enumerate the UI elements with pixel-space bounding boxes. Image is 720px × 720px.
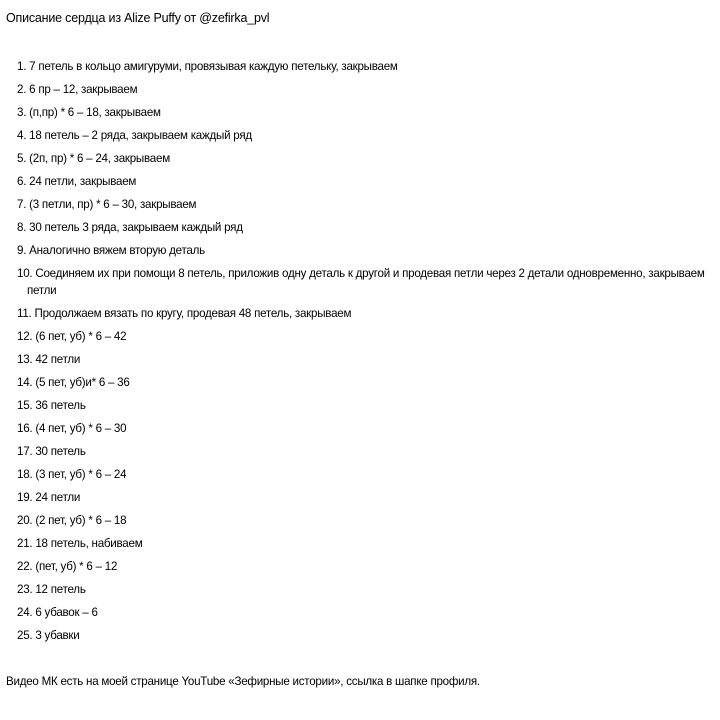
step-text: Аналогично вяжем вторую деталь [29, 244, 205, 257]
step-content [17, 629, 80, 642]
step-item [0, 466, 720, 483]
step-text: (4 пет, уб) * 6 – 30 [35, 422, 127, 435]
step-content [17, 330, 126, 343]
step-number: 15. [17, 399, 33, 412]
step-item [0, 558, 720, 575]
step-content [17, 468, 126, 481]
step-text: 3 убавки [35, 629, 80, 642]
step-number: 4. [17, 129, 27, 142]
step-item [0, 627, 720, 644]
step-text: 24 петли, закрываем [29, 175, 137, 188]
step-number: 10. [17, 267, 33, 280]
document-title: Описание сердца из Alize Puffy от @zefirka_pvl [6, 11, 270, 25]
step-number: 22. [17, 560, 33, 573]
step-content [17, 244, 205, 257]
step-content [17, 537, 142, 550]
steps-list [0, 58, 720, 650]
step-number: 21. [17, 537, 33, 550]
step-text: 18 петель – 2 ряда, закрываем каждый ряд [29, 129, 252, 142]
step-content [17, 353, 80, 366]
step-text: 24 петли [35, 491, 81, 504]
step-item [0, 489, 720, 506]
footer-note: Видео МК есть на моей странице YouTube «Зефирные истории», ссылка в шапке профиля. [6, 675, 480, 688]
step-text: 6 убавок – 6 [35, 606, 98, 619]
step-item [0, 242, 720, 259]
step-number: 17. [17, 445, 33, 458]
step-text: Соединяем их при помощи 8 петель, приложив одну деталь к другой и продевая петли через 2 детали одновременно, закрываем петли [27, 267, 705, 297]
step-content [17, 491, 80, 504]
step-text: 18 петель, набиваем [35, 537, 143, 550]
step-number: 9. [17, 244, 27, 257]
step-number: 3. [17, 106, 27, 119]
step-number: 25. [17, 629, 33, 642]
step-content [17, 422, 126, 435]
step-content [17, 129, 252, 142]
step-item [0, 351, 720, 368]
step-item [0, 305, 720, 322]
step-content [17, 560, 117, 573]
step-item [0, 196, 720, 213]
step-item [0, 265, 720, 299]
step-text: (3 пет, уб) * 6 – 24 [35, 468, 127, 481]
step-number: 24. [17, 606, 33, 619]
step-content [17, 152, 170, 165]
step-text: 6 пр – 12, закрываем [29, 83, 138, 96]
step-item [0, 443, 720, 460]
step-item [0, 512, 720, 529]
step-number: 14. [17, 376, 33, 389]
step-text: (2 пет, уб) * 6 – 18 [35, 514, 127, 527]
step-number: 20. [17, 514, 33, 527]
step-item [0, 173, 720, 190]
step-item [0, 104, 720, 121]
step-content [17, 514, 126, 527]
step-item [0, 535, 720, 552]
step-number: 7. [17, 198, 27, 211]
step-number: 5. [17, 152, 27, 165]
step-content [17, 175, 136, 188]
step-text: (6 пет, уб) * 6 – 42 [35, 330, 127, 343]
step-content [17, 307, 351, 320]
step-number: 12. [17, 330, 33, 343]
step-text: (3 петли, пр) * 6 – 30, закрываем [29, 198, 197, 211]
step-item [0, 150, 720, 167]
step-item [0, 328, 720, 345]
step-text: 7 петель в кольцо амигуруми, провязывая каждую петельку, закрываем [29, 60, 398, 73]
step-text: (п,пр) * 6 – 18, закрываем [29, 106, 161, 119]
step-number: 13. [17, 353, 33, 366]
step-item [0, 581, 720, 598]
step-number: 16. [17, 422, 33, 435]
step-number: 2. [17, 83, 27, 96]
step-content [17, 606, 98, 619]
step-item [0, 81, 720, 98]
step-item [0, 374, 720, 391]
step-number: 1. [17, 60, 27, 73]
step-text: (5 пет, уб)и* 6 – 36 [35, 376, 130, 389]
step-content [17, 198, 196, 211]
step-text: (2п, пр) * 6 – 24, закрываем [29, 152, 170, 165]
step-text: 30 петель [35, 445, 86, 458]
step-item [0, 420, 720, 437]
step-text: 42 петли [35, 353, 81, 366]
step-text: 36 петель [35, 399, 86, 412]
step-item [0, 127, 720, 144]
step-number: 6. [17, 175, 27, 188]
step-text: (пет, уб) * 6 – 12 [35, 560, 118, 573]
step-content [17, 265, 716, 299]
step-content [17, 221, 243, 234]
step-content [17, 376, 130, 389]
step-number: 23. [17, 583, 33, 596]
step-content [17, 60, 398, 73]
step-number: 18. [17, 468, 33, 481]
step-content [17, 445, 86, 458]
step-item [0, 219, 720, 236]
step-content [17, 399, 86, 412]
step-number: 11. [17, 307, 32, 320]
step-text: 30 петель 3 ряда, закрываем каждый ряд [29, 221, 243, 234]
step-item [0, 58, 720, 75]
step-content [17, 106, 161, 119]
step-content [17, 83, 137, 96]
step-item [0, 604, 720, 621]
step-number: 8. [17, 221, 27, 234]
step-number: 19. [17, 491, 33, 504]
step-text: 12 петель [35, 583, 86, 596]
step-text: Продолжаем вязать по кругу, продевая 48 петель, закрываем [34, 307, 352, 320]
step-content [17, 583, 86, 596]
step-item [0, 397, 720, 414]
